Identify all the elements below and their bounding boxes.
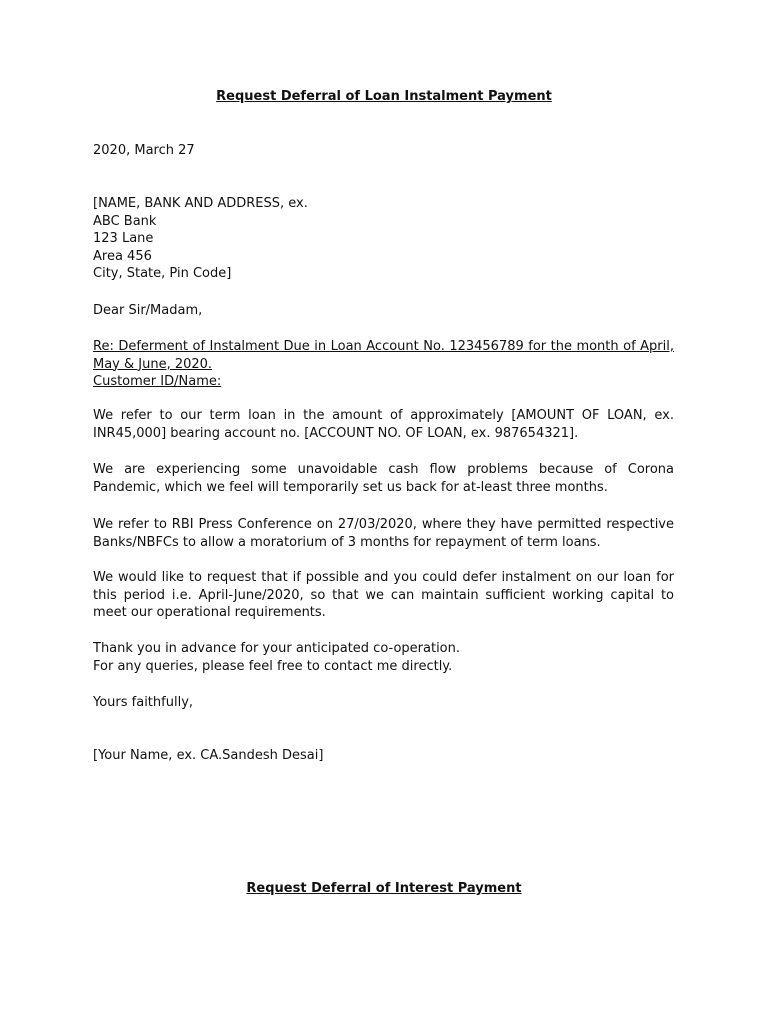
- document-title: Request Deferral of Loan Instalment Payment: [216, 89, 552, 104]
- paragraph-request: We would like to request that if possible and you could defer instalment on our loan for this period i.e. April-June/2020, so that we can maintain sufficient working capital to meet our operational requirements.: [93, 570, 674, 620]
- paragraph-rbi: We refer to RBI Press Conference on 27/03/2020, where they have permitted respective Banks/NBFCs to allow a moratorium of 3 months for repayment of term loans.: [93, 517, 674, 550]
- paragraph-loan-amount: We refer to our term loan in the amount of approximately [AMOUNT OF LOAN, ex. INR45,000] bearing account no. [ACCOUNT NO. OF LOAN, ex. 987654321].: [93, 408, 674, 441]
- signature-name: [Your Name, ex. CA.Sandesh Desai]: [93, 748, 324, 763]
- address-line: ABC Bank: [93, 213, 157, 229]
- address-line: [NAME, BANK AND ADDRESS, ex.: [93, 196, 308, 211]
- letter-date: 2020, March 27: [93, 143, 195, 158]
- queries-line: For any queries, please feel free to contact me directly.: [93, 658, 453, 674]
- thanks-line: Thank you in advance for your anticipated co-operation.: [93, 641, 461, 656]
- second-document-title: Request Deferral of Interest Payment: [246, 881, 522, 896]
- closing: Yours faithfully,: [93, 695, 194, 710]
- paragraph-cash-flow: We are experiencing some unavoidable cash flow problems because of Corona Pandemic, which we feel will temporarily set us back for at-least three months.: [93, 462, 674, 495]
- address-line: 123 Lane: [93, 231, 154, 246]
- thanks-block: [93, 640, 674, 675]
- salutation: Dear Sir/Madam,: [93, 303, 203, 318]
- subject-line: Re: Deferment of Instalment Due in Loan Account No. 123456789 for the month of April, May & June, 2020.: [93, 339, 674, 372]
- customer-id-label: Customer ID/Name:: [93, 374, 222, 389]
- address-line: City, State, Pin Code]: [93, 266, 232, 281]
- recipient-address: [93, 195, 674, 283]
- address-line: Area 456: [93, 248, 152, 264]
